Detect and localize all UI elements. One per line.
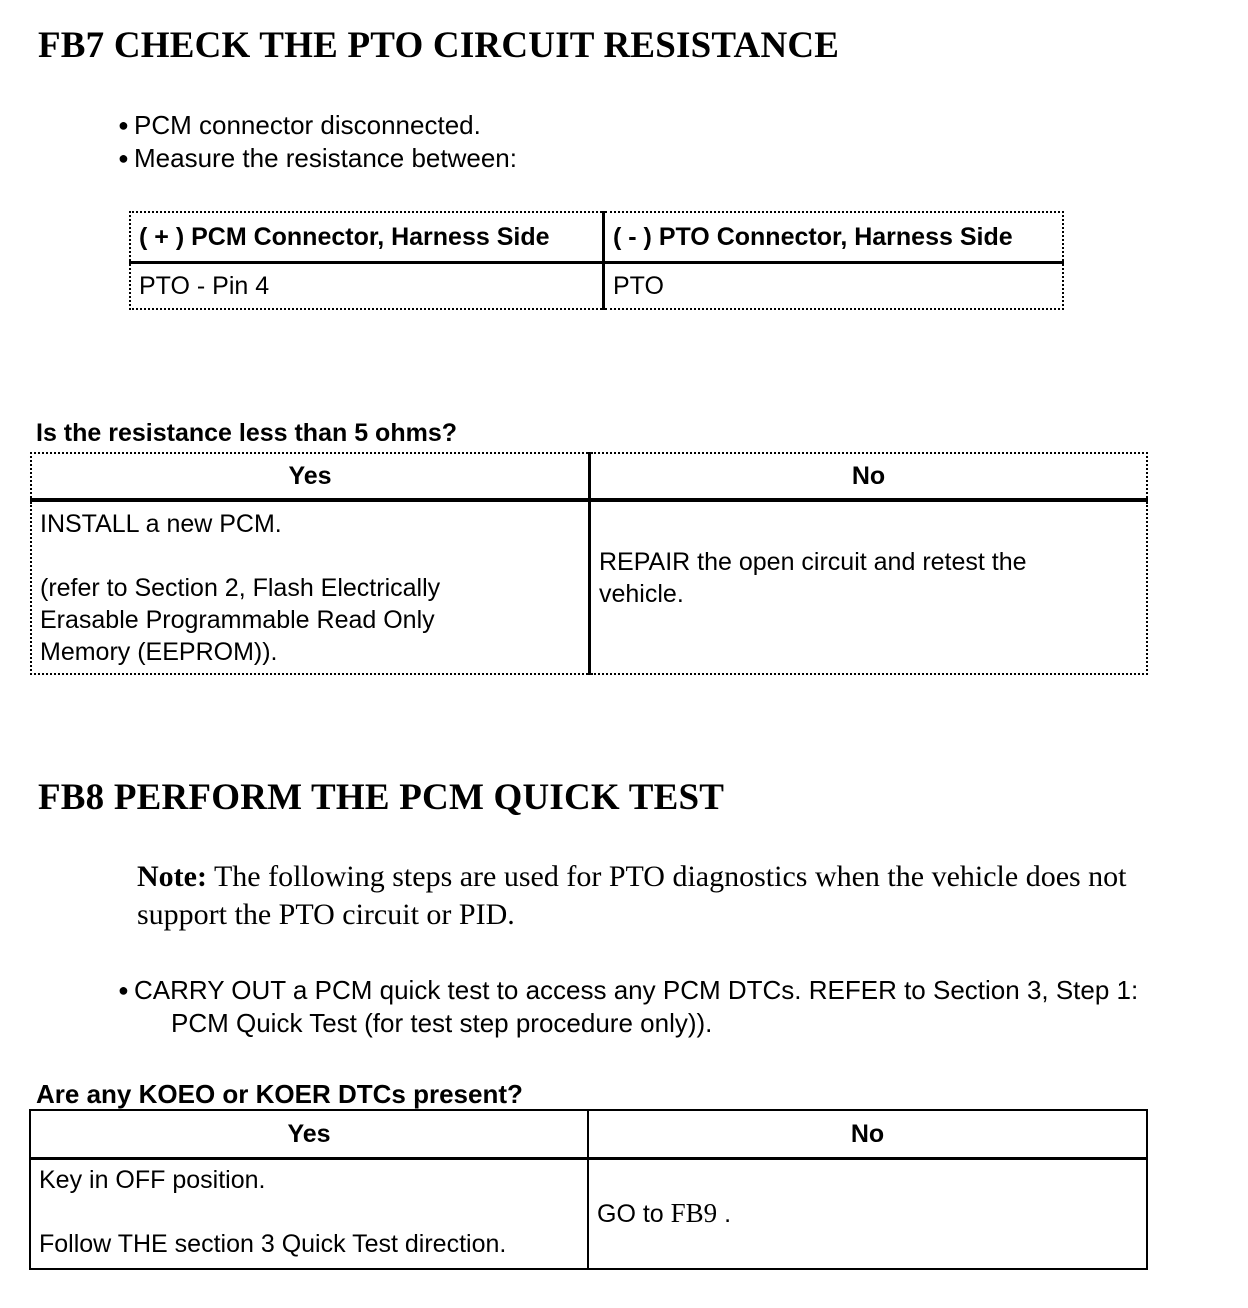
- fb9-link[interactable]: FB9: [670, 1198, 718, 1229]
- column-no-header: No: [590, 453, 1148, 500]
- section-heading-fb8: FB8 PERFORM THE PCM QUICK TEST: [38, 777, 725, 818]
- bullet-text: PCM connector disconnected.: [134, 110, 481, 140]
- measurement-value-row: [130, 263, 1063, 310]
- yes-action-line: Follow THE section 3 Quick Test direction.: [39, 1230, 507, 1258]
- no-action-text: REPAIR the open circuit and retest the vehicle.: [599, 547, 1027, 608]
- note-text: The following steps are used for PTO diagnostics when the vehicle does not support the PTO circuit or PID.: [137, 860, 1127, 931]
- question-dtcs: Are any KOEO or KOER DTCs present?: [36, 1079, 523, 1109]
- yes-action-line: Key in OFF position.: [39, 1166, 266, 1194]
- column-yes-header: Yes: [31, 453, 590, 500]
- no-action-cell: [588, 1159, 1147, 1269]
- yes-action-cell: [31, 500, 590, 674]
- header-pcm-connector: ( + ) PCM Connector, Harness Side: [130, 212, 604, 263]
- cell-pcm-pin: PTO - Pin 4: [130, 263, 604, 310]
- section-heading-fb7: FB7 CHECK THE PTO CIRCUIT RESISTANCE: [38, 25, 840, 66]
- bullet-dot-icon: ●: [118, 114, 129, 135]
- bullet-dot-icon: ●: [118, 147, 129, 168]
- decision-body-row: [30, 1159, 1147, 1269]
- bullet-item: [118, 975, 1138, 1006]
- yes-action-reference: (refer to Section 2, Flash Electrically Erasable Programmable Read Only Memory (EEPROM)).: [40, 574, 441, 666]
- bullet-item: [118, 143, 517, 174]
- measurement-header-row: [130, 212, 1063, 263]
- decision-header-row: [30, 1110, 1147, 1159]
- decision-body-row: [31, 500, 1147, 674]
- note-label: Note:: [137, 860, 207, 893]
- column-no-header: No: [588, 1110, 1147, 1159]
- question-resistance: Is the resistance less than 5 ohms?: [36, 419, 457, 447]
- note-paragraph: [137, 858, 1207, 934]
- yes-action-cell: [30, 1159, 588, 1269]
- measurement-table: [129, 211, 1064, 310]
- decision-header-row: [31, 453, 1147, 500]
- bullet-text: Measure the resistance between:: [134, 143, 517, 173]
- bullet-continuation: PCM Quick Test (for test step procedure only)).: [171, 1008, 713, 1038]
- no-action-suffix: .: [724, 1200, 732, 1229]
- yes-action-line: INSTALL a new PCM.: [40, 510, 282, 538]
- no-action-cell: [590, 500, 1148, 674]
- cell-pto: PTO: [604, 263, 1064, 310]
- bullet-dot-icon: ●: [118, 979, 129, 1000]
- decision-table-fb8: [29, 1109, 1148, 1270]
- bullet-item: [118, 110, 481, 141]
- decision-table-fb7: [30, 452, 1148, 675]
- no-action-prefix: GO to: [597, 1200, 664, 1229]
- header-pto-connector: ( - ) PTO Connector, Harness Side: [604, 212, 1064, 263]
- column-yes-header: Yes: [30, 1110, 588, 1159]
- bullet-text: CARRY OUT a PCM quick test to access any PCM DTCs. REFER to Section 3, Step 1:: [134, 975, 1139, 1005]
